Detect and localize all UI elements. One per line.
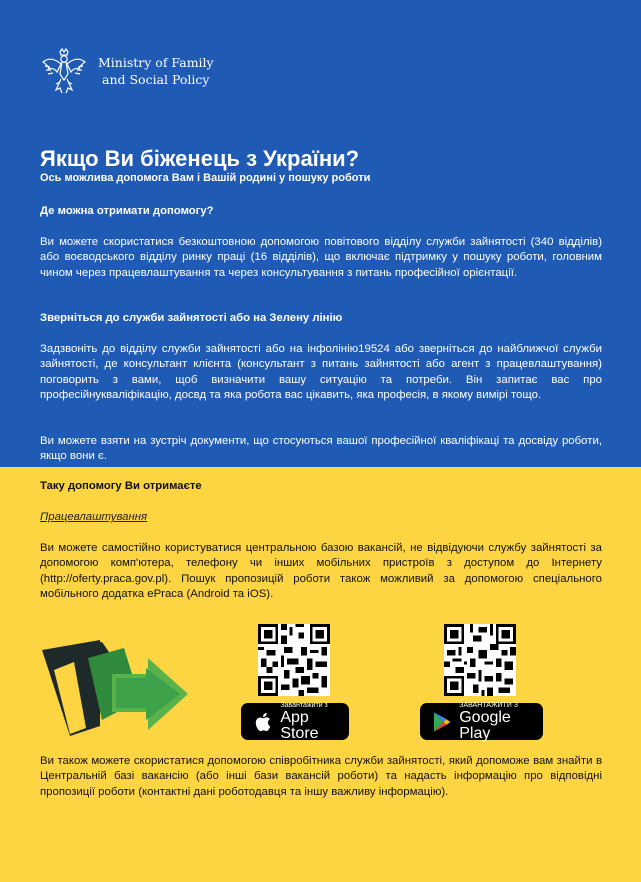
google-play-button[interactable] <box>420 703 543 740</box>
google-play-text <box>459 702 543 742</box>
ministry-header <box>40 46 214 96</box>
qr-code-app-store[interactable] <box>258 624 330 696</box>
paragraph-documents: Ви можете взяти на зустріч документи, що стосуються вашої професійної кваліфікаці та досвіду роботи, якщо вони є. <box>40 435 602 463</box>
google-play-icon <box>432 711 451 733</box>
paragraph-employee-help: Ви також можете скористатися допомогою співробітника служби зайнятості, який допоможе вам знайти в Центральній базі вакансію (або інші бази вакансій роботи) та надасть інформацію про відповідні пропозиції роботи (контактні дані роботодавця та іншу важливу інформацію). <box>40 755 602 798</box>
section-heading-where-help: Де можна отримати допомогу? <box>40 205 214 217</box>
app-store-button[interactable] <box>241 703 349 740</box>
app-store-text <box>280 702 349 742</box>
apple-icon <box>253 711 272 733</box>
page-subtitle: Ось можлива допомога Вам і Вашій родині у пошуку роботи <box>40 172 371 184</box>
ministry-name-line2: and Social Policy <box>102 72 210 87</box>
google-play-small-text: ЗАВАНТАЖИТИ З <box>459 701 518 709</box>
qr-code-google-play[interactable] <box>444 624 516 696</box>
google-play-label: Google Play <box>459 708 511 742</box>
ministry-name-line1: Ministry of Family <box>98 55 214 70</box>
paragraph-vacancy-database: Ви можете самостійно користуватися центральною базою вакансій, не відвідуючи службу зайнятості за допомогою комп'ютера, телефону чи інших мобільних пристроїв з доступом до Інтернету (http://oferty.praca.gov.pl). Пошук пропозицій роботи також можливий за допомогою спеціального мобільного додатка ePraca (Android та iOS). <box>40 542 602 601</box>
epraca-logo <box>42 640 190 736</box>
paragraph-free-help: Ви можете скористатися безкоштовною допомогою повітового відділу служби зайнятості (340 відділів) або воєводського відділу ринку праці (16 відділів), що включає підтримку у пошуку роботи, головним чином через працевлаштування та через консультування з питань професійної орієнтації. <box>40 236 602 279</box>
app-store-label: App Store <box>280 708 319 742</box>
link-employment[interactable]: Працевлаштування <box>40 511 148 523</box>
section-heading-help-received: Таку допомогу Ви отримаєте <box>40 480 202 492</box>
polish-eagle-emblem-icon <box>40 46 88 96</box>
app-store-small-text: Завантажити з <box>280 701 328 709</box>
page-title: Якщо Ви біженець з України? <box>40 146 360 171</box>
ministry-name <box>98 54 214 88</box>
section-heading-contact: Зверніться до служби зайнятості або на Зелену лінію <box>40 312 343 324</box>
paragraph-call-infoline: Задзвоніть до відділу служби зайнятості або на інфолінію19524 або зверніться до найближчої служби зайнятості, де консультант клієнта (консультант з питань зайнятості або агент з працевлаштування) поговорить з вами, щоб визначити вашу ситуацію та потреби. Він запитає вас про професійнукваліфікацію, досвд та яка робота вас цікавить, яка професія, в якому вимірі тощо. <box>40 343 602 402</box>
